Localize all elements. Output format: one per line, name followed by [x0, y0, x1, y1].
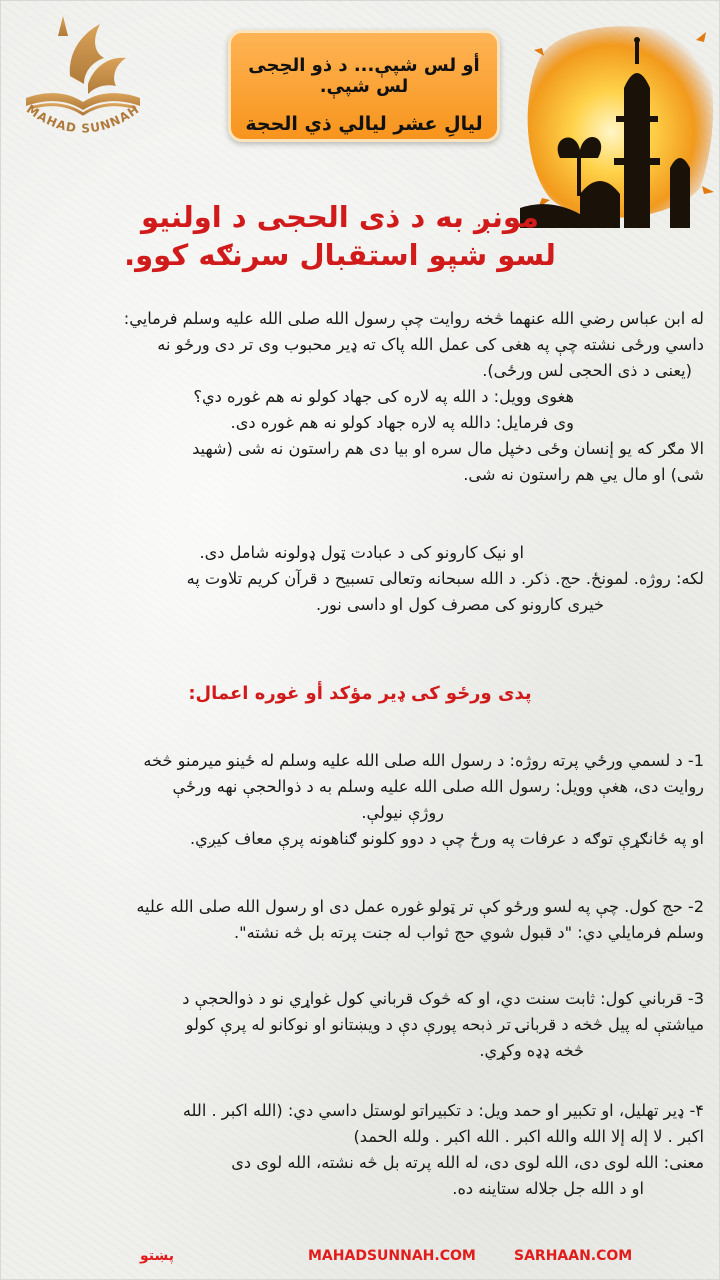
deed-item-3 — [18, 986, 704, 1064]
mahad-sunnah-logo — [8, 6, 158, 156]
footer-language-label: پښتو — [140, 1248, 174, 1264]
deed-item-line: میاشتې له پیل څخه د قربانۍ تر ذبحه پورې دې د ویښتانو او نوکانو له پرې کولو — [185, 1015, 704, 1034]
footer-site-sarhaan[interactable]: SARHAAN.COM — [514, 1248, 633, 1264]
main-title-line-1: مونږ به د ذی الحجی د اولنیو — [140, 200, 540, 234]
intro-line: الا مګر که یو إنسان وځی دخپل مال سره او بیا دی هم راستون نه شی (شهید — [192, 439, 704, 458]
intro-line: شی) او مال یي هم راستون نه شی. — [463, 465, 704, 484]
intro-line: هغوی وویل: د الله په لاره کی جهاد کولو نه هم غوره دي؟ — [193, 387, 574, 406]
deed-item-line: او د الله جل جلاله ستاینه ده. — [452, 1179, 644, 1198]
deed-item-4 — [18, 1098, 704, 1202]
deed-item-line: اکبر . لا إله إلا الله والله اکبر . الله اکبر . ولله الحمد) — [353, 1127, 704, 1146]
main-title — [80, 198, 600, 274]
header-line-2: لیالِ عشر لیالي ذي الحجة — [245, 113, 483, 135]
good-deeds-paragraph — [18, 540, 704, 618]
header-banner — [228, 30, 500, 142]
deed-item-line: 3- قرباني کول: ثابت سنت دي، او که څوک قرباني کول غواړي نو د ذوالحجې د — [182, 989, 704, 1008]
good-deeds-line: لکه: روژه. لمونځ. حج. ذکر. د الله سبحانه وتعالی تسبیح د قرآن کریم تلاوت په — [186, 569, 704, 588]
deed-item-line: روایت دی، هغې وویل: رسول الله صلی الله علیه وسلم به د ذوالحجې نهه ورځې — [172, 777, 704, 796]
intro-line: وی فرمایل: دالله په لاره جهاد کولو نه هم غوره دی. — [230, 413, 574, 432]
intro-line: (یعنی د ذی الحجی لس ورځی). — [482, 361, 692, 380]
deed-item-line: روژې نیولې. — [361, 803, 444, 822]
good-deeds-line: او نیک کارونو کی د عبادت ټول ډولونه شامل دی. — [199, 543, 524, 562]
header-line-1: أو لس شپې... د ذو الحِجی لس شپې. — [248, 55, 480, 97]
footer — [0, 1242, 720, 1272]
minaret-sunset-image — [520, 18, 720, 228]
intro-hadith — [18, 306, 704, 488]
deed-item-1 — [18, 748, 704, 852]
intro-line: له ابن عباس رضي الله عنهما څخه روایت چې رسول الله صلی الله علیه وسلم فرمایي: — [123, 309, 704, 328]
deed-item-line: 1- د لسمي ورځي پرته روژه: د رسول الله صلی الله علیه وسلم له ځینو میرمنو څخه — [143, 751, 704, 770]
deed-item-line: معنی: الله لوی دی، الله لوی دی، له الله پرته بل څه نشته، الله لوی دی — [231, 1153, 704, 1172]
deed-item-line: او په ځانګړې توګه د عرفات په ورځ چې د دوو کلونو ګناهونه پرې معاف کیږي. — [190, 829, 704, 848]
deed-item-2 — [18, 894, 704, 946]
logo-text: MAHAD SUNNAH — [23, 101, 143, 136]
deed-item-line: څخه ډډه وکړي. — [479, 1041, 584, 1060]
deed-item-line: 2- حج کول. چې په لسو ورځو کې تر ټولو غوره عمل دی او رسول الله صلی الله علیه — [136, 897, 704, 916]
deed-item-line: وسلم فرمایلي دي: "د قبول شوي حج ثواب له جنت پرته بل څه نشته". — [234, 923, 704, 942]
footer-site-mahadsunnah[interactable]: MAHADSUNNAH.COM — [308, 1248, 476, 1264]
good-deeds-line: خیری کارونو کی مصرف کول او داسی نور. — [315, 595, 604, 614]
section-heading: پدی ورځو کی ډیر مؤکد أو غوره اعمال: — [188, 683, 532, 704]
deed-item-line: ۴- ډیر تهلیل، او تکبیر او حمد ویل: د تکبیراتو لوستل داسي دي: (الله اکبر . الله — [182, 1101, 704, 1120]
intro-line: داسي ورځی نشته چې په هغی کی عمل الله پاک ته ډیر محبوب وی تر دی ورځو نه — [157, 335, 704, 354]
main-title-line-2: لسو شپو استقبال سرنګه کوو. — [124, 238, 556, 272]
